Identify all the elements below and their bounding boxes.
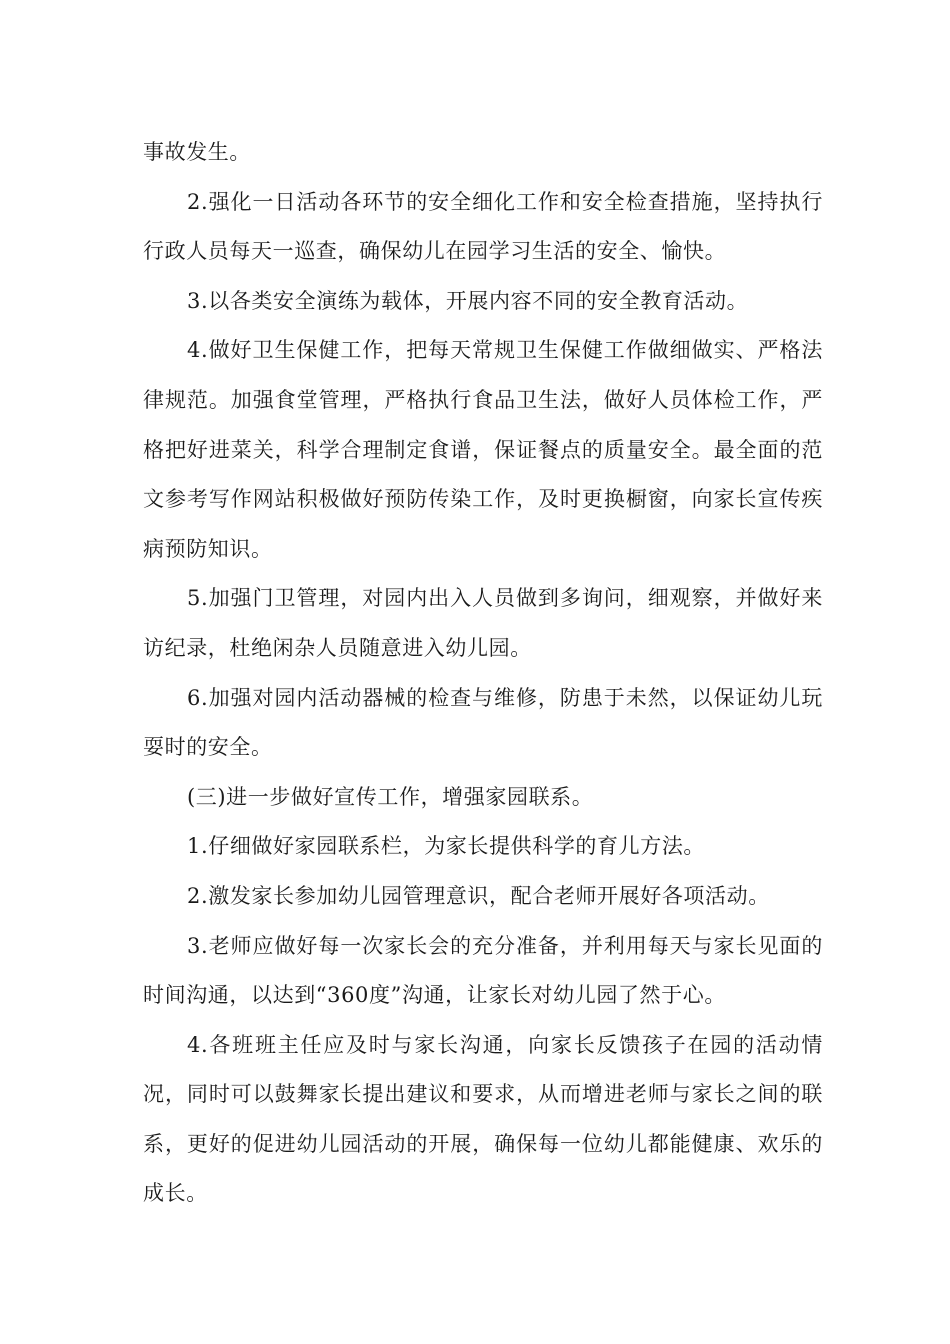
paragraph-item-3-safety-drills: 3.以各类安全演练为载体，开展内容不同的安全教育活动。 <box>187 288 749 313</box>
document-body <box>143 128 823 1219</box>
paragraph-item-2-safety-inspection: 2.强化一日活动各环节的安全细化工作和安全检查措施，坚持执行行政人员每天一巡查，确保幼儿在园学习生活的安全、愉快。 <box>143 189 823 264</box>
paragraph-item-2-parent-participation: 2.激发家长参加幼儿园管理意识，配合老师开展好各项活动。 <box>187 883 770 908</box>
paragraph-item-3-parent-meetings: 3.老师应做好每一次家长会的充分准备，并利用每天与家长见面的时间沟通，以达到“360度”沟通，让家长对幼儿园了然于心。 <box>143 933 823 1008</box>
paragraph-item-5-gate-management: 5.加强门卫管理，对园内出入人员做到多询问，细观察，并做好来访纪录，杜绝闲杂人员随意进入幼儿园。 <box>143 586 823 660</box>
paragraph-item-4-class-teacher-communication: 4.各班班主任应及时与家长沟通，向家长反馈孩子在园的活动情况，同时可以鼓舞家长提出建议和要求，从而增进老师与家长之间的联系，更好的促进幼儿园活动的开展，确保每一位幼儿都能健康、欢乐的成长。 <box>143 1032 823 1206</box>
section-heading-publicity: (三)进一步做好宣传工作，增强家园联系。 <box>187 784 594 809</box>
paragraph-item-6-equipment-inspection: 6.加强对园内活动器械的检查与维修，防患于未然，以保证幼儿玩耍时的安全。 <box>143 685 823 760</box>
paragraph-continuation: 事故发生。 <box>143 140 251 164</box>
paragraph-item-4-health-care: 4.做好卫生保健工作，把每天常规卫生保健工作做细做实、严格法律规范。加强食堂管理，严格执行食品卫生法，做好人员体检工作，严格把好进菜关，科学合理制定食谱，保证餐点的质量安全。最全面的范文参考写作网站积极做好预防传染工作，及时更换橱窗，向家长宣传疾病预防知识。 <box>143 338 823 561</box>
paragraph-item-1-contact-board: 1.仔细做好家园联系栏，为家长提供科学的育儿方法。 <box>187 834 706 859</box>
